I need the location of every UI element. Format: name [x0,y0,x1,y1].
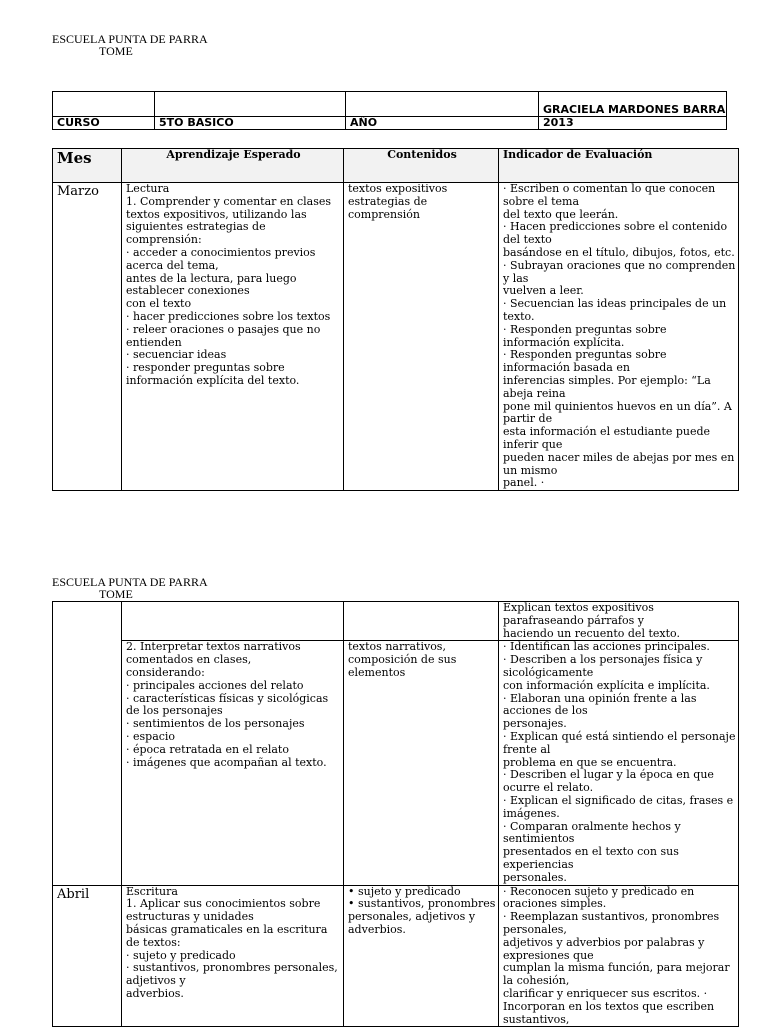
contenidos-cell [344,602,499,641]
school-header [52,33,208,57]
school-city: TOME [99,587,133,601]
indicador-cell: · Reconocen sujeto y predicado en oraciones simples. · Reemplazan sustantivos, pronombres personales, adjetivos y adverbios por palabras y expresiones que cumplan la misma función, para mejorar la cohesión, clarificar y enriquecer sus escritos. · Incorporan en los textos que escriben sustantivos, [499,885,739,1027]
indicador-cell: Explican textos expositivos parafraseando párrafos y haciendo un recuento del texto. [499,602,739,641]
aprendizaje-cell: Lectura 1. Comprender y comentar en clases textos expositivos, utilizando las siguientes estrategias de comprensión: · acceder a conocimientos previos acerca del tema, antes de la lectura, para luego establecer conexiones con el texto · hacer predicciones sobre los textos · releer oraciones o pasajes que no entienden · secuenciar ideas · responder preguntas sobre información explícita del texto. [122,183,344,491]
course-info-table [52,91,727,130]
plan-table-1 [52,148,739,491]
header-indicador: Indicador de Evaluación [499,149,739,183]
mes-cell: Marzo [53,183,122,491]
school-header [52,576,208,600]
contenidos-cell: textos narrativos, composición de sus elementos [344,641,499,885]
course-value: 5TO BASICO [155,117,346,130]
aprendizaje-cell: Escritura 1. Aplicar sus conocimientos sobre estructuras y unidades básicas gramaticales en la escritura de textos: · sujeto y predicado · sustantivos, pronombres personales, adjetivos y adverbios. [122,885,344,1027]
header-aprendizaje: Aprendizaje Esperado [122,149,344,183]
aprendizaje-cell: 2. Interpretar textos narrativos comentados en clases, considerando: · principales acciones del relato · características físicas y sicológicas de los personajes · sentimientos de los personajes · espacio · época retratada en el relato · imágenes que acompañan al texto. [122,641,344,885]
header-contenidos: Contenidos [344,149,499,183]
school-name: ESCUELA PUNTA DE PARRA [52,575,208,589]
course-label: CURSO [53,117,155,130]
contenidos-cell: • sujeto y predicado • sustantivos, pronombres personales, adjetivos y adverbios. [344,885,499,1027]
indicador-cell: · Escriben o comentan lo que conocen sobre el tema del texto que leerán. · Hacen predicciones sobre el contenido del texto basándose en el título, dibujos, fotos, etc. · Subrayan oraciones que no comprenden y las vuelven a leer. · Secuencian las ideas principales de un texto. · Responden preguntas sobre información explícita. · Responden preguntas sobre información basada en inferencias simples. Por ejemplo: “La abeja reina pone mil quinientos huevos en un día”. A partir de esta información el estudiante puede inferir que pueden nacer miles de abejas por mes en un mismo panel. · [499,183,739,491]
year-label: AÑO [346,117,539,130]
header-mes: Mes [53,149,122,183]
teacher-name: GRACIELA MARDONES BARRA [539,92,727,117]
year-value: 2013 [539,117,727,130]
mes-cell: Abril [53,885,122,1027]
indicador-cell: · Identifican las acciones principales. · Describen a los personajes física y sicológicamente con información explícita e implícita. · Elaboran una opinión frente a las acciones de los personajes. · Explican qué está sintiendo el personaje frente al problema en que se encuentra. · Describen el lugar y la época en que ocurre el relato. · Explican el significado de citas, frases e imágenes. · Comparan oralmente hechos y sentimientos presentados en el texto con sus experiencias personales. [499,641,739,885]
aprendizaje-cell [122,602,344,641]
mes-cell [53,602,122,886]
contenidos-cell: textos expositivos estrategias de comprensión [344,183,499,491]
plan-table-2 [52,601,739,1027]
school-name: ESCUELA PUNTA DE PARRA [52,32,208,46]
school-city: TOME [99,44,133,58]
